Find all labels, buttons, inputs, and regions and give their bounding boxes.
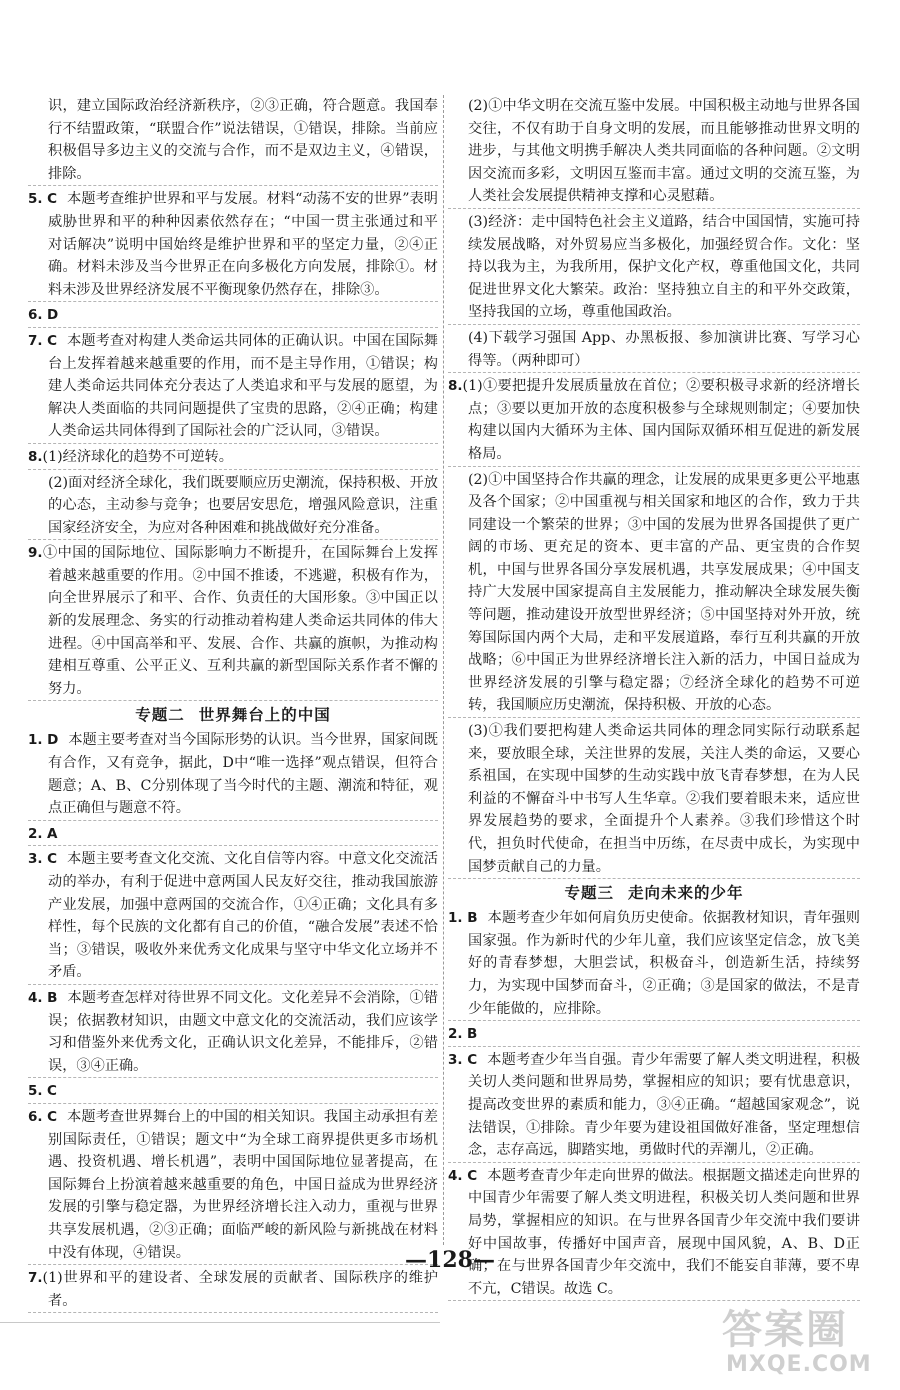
answer-text: 本题主要考查对当今国际形势的认识。当今世界，国家间既有合作，又有竞争，据此，D中“唯一选择”观点错误，但符合题意；A、B、C分别体现了当今时代的主题、潮流和特征，观点正确但与题意不符。 [48,732,438,817]
question-number: 5. [28,1083,43,1100]
answer-text: (1)①要把提升发展质量放在首位；②要积极寻求新的经济增长点；③要以更加开放的态度积极参与全球规则制定；④要加快构建以国内大循环为主体、国内国际双循环相互促进的新发展格局。 [462,378,860,462]
page-number: —128— [405,1247,495,1273]
question-answer [28,330,438,444]
question-answer [28,188,438,302]
answer-text: 本题考查少年如何肩负历史使命。依据教材知识，青年强则国家强。作为新时代的少年儿童，我们应该坚定信念，放飞美好的青春梦想，大胆尝试，积极奋斗，创造新生活，持续努力，为实现中国梦而奋斗，②正确；③是国家的做法，不是青少年能做的，应排除。 [468,910,860,1017]
question-number: 6. [28,1108,43,1125]
question-answer [28,848,438,985]
answer-text: 本题考查怎样对待世界不同文化。文化差异不会消除，①错误；依据教材知识，由题文中意文化的交流活动，我们应该学习和借鉴外来优秀文化，正确认识文化差异，不能排斥，②错误，③④正确。 [48,989,438,1074]
sub-answer: (2)①中国坚持合作共赢的理念，让发展的成果更多更公平地惠及各个国家；②中国重视与相关国家和地区的合作，致力于共同建设一个繁荣的世界；③中国的发展为世界各国提供了更广阔的市场、更充足的资本、更丰富的产品、更宝贵的合作契机，中国与世界各国分享发展机遇，共享发展成果；④中国支持广大发展中国家提高自主发展能力，推动解决全球发展失衡等问题，推动建设开放型世界经济；⑤中国坚持对外开放，统筹国际国内两个大局，走和平发展道路，奉行互利共赢的开放战略；⑥中国正为世界经济增长注入新的活力，中国日益成为世界经济发展的引擎与稳定器；⑦经济全球化的趋势不可逆转，我国顺应历史潮流，保持积极、开放的心态。 [448,469,860,719]
bottom-rule [0,1322,440,1323]
question-answer [28,1267,438,1313]
watermark-logo [718,1298,893,1378]
answer-letter: C [47,332,58,349]
sub-answer: (2)①中华文明在交流互鉴中发展。中国积极主动地与世界各国交往，不仅有助于自身文明的发展，而且能够推动世界文明的进步，与其他文明携手解决人类共同面临的各种问题。②文明因交流而多彩，文明因互鉴而丰富。通过文明的交流互鉴，为人类社会发展提供精神支撑和心灵慰藉。 [448,95,860,209]
question-number: 1. [28,732,43,749]
section-title: 世界舞台上的中国 [198,705,331,725]
question-number: 2. [448,1026,463,1043]
answer-letter: B [467,1026,478,1043]
answer-letter: D [47,732,59,749]
section-title: 走向未来的少年 [628,883,744,903]
answer-text: 本题考查维护世界和平与发展。材料“动荡不安的世界”表明威胁世界和平的种种因素依然存在；“中国一贯主张通过和平对话解决”说明中国始终是维护世界和平的坚定力量，②④正确。材料未涉及当今世界正在向多极化方向发展，排除①。材料未涉及世界经济发展不平衡现象仍然存在，排除③。 [48,191,438,298]
answer-letter: C [47,1108,58,1125]
question-number: 2. [28,825,43,842]
answer-text: 本题考查对构建人类命运共同体的正确认识。中国在国际舞台上发挥着越来越重要的作用，而不是主导作用，①错误；构建人类命运共同体充分表达了人类追求和平与发展的愿望，为解决人类面临的共同问题提供了宝贵的思路，②④正确；构建人类命运共同体得到了国际社会的广泛认同，③错误。 [48,332,438,440]
question-answer [28,1080,438,1104]
question-answer [28,823,438,847]
answer-letter: C [467,1167,478,1184]
question-answer [448,1049,860,1163]
sub-answer: (3)经济：走中国特色社会主义道路，结合中国国情，实施可持续发展战略，对外贸易应当多极化，加强经贸合作。文化：坚持以我为主，为我所用，保护文化产权，尊重他国文化，共同促进世界文化大繁荣。政治：坚持独立自主的和平外交政策，坚持我国的立场，尊重他国政治。 [448,211,860,325]
answer-text: 本题考查少年当自强。青少年需要了解人类文明进程，积极关切人类问题和世界局势，掌握相应的知识；要有忧患意识，提高改变世界的素质和能力，③④正确。“超越国家观念”，说法错误，①排除。青少年要为建设祖国做好准备，坚定理想信念，志存高远，脚踏实地，勇做时代的弄潮儿，②正确。 [468,1051,860,1159]
answer-text: 本题考查世界舞台上的中国的相关知识。我国主动承担有差别国际责任，①错误；题文中“为全球工商界提供更多市场机遇、投资机遇、增长机遇”，表明中国国际地位显著提高，在国际舞台上扮演着越来越重要的角色，中国日益成为世界经济发展的引擎与稳定器，为世界经济增长注入动力，重视与世界共享发展机遇，②③正确；面临严峻的新风险与新挑战在材料中没有体现，④错误。 [48,1108,438,1261]
answer-text: ①中国的国际地位、国际影响力不断提升，在国际舞台上发挥着越来越重要的作用。②中国不推诿，不逃避，积极有作为，向全世界展示了和平、合作、负责任的大国形象。③中国正以新的发展理念、务实的行动推动着构建人类命运共同体的伟大进程。④中国高举和平、发展、合作、共赢的旗帜，为推动构建相互尊重、公平正义、互利共赢的新型国际关系作者不懈的努力。 [42,545,438,697]
question-number: 4. [28,989,43,1006]
watermark-main: 答案圈 [722,1307,848,1353]
section-heading [28,703,438,727]
left-column [28,95,438,1315]
question-answer [28,542,438,701]
question-number: 1. [448,910,463,927]
question-answer [28,304,438,328]
sub-answer: (4)下载学习强国 App、办黑板报、参加演讲比赛、写学习心得等。（两种即可） [448,327,860,373]
question-number: 3. [28,851,43,868]
question-answer [448,375,860,466]
question-number: 5. [28,191,43,208]
section-number: 专题三 [564,883,614,903]
question-answer [28,1106,438,1265]
answer-text: 本题考查青少年走向世界的做法。根据题文描述走向世界的中国青少年需要了解人类文明进程，积极关切人类问题和世界局势，掌握相应的知识。在与世界各国青少年交流中我们要讲好中国故事，传播好中国声音，展现中国风貌，A、B、D正确；在与世界各国青少年交流中，我们不能妄自菲薄，要不卑不亢，C错误。故选 C。 [468,1167,860,1297]
section-number: 专题二 [135,705,185,725]
question-number: 8. [448,378,463,395]
sub-answer: (3)①我们要把构建人类命运共同体的理念同实际行动联系起来，要放眼全球，关注世界的发展，关注人类的命运，又要心系祖国，在实现中国梦的生动实践中放飞青春梦想，在为人民利益的不懈奋斗中书写人生华章。②我们要着眼未来，适应世界发展趋势的要求，全面提升个人素养。③我们珍惜这个时代，担负时代使命，在担当中历练，在尽责中成长，为实现中国梦贡献自己的力量。 [448,720,860,879]
answer-letter: C [47,1083,57,1100]
question-answer [28,987,438,1078]
section-heading [448,881,860,905]
question-answer [28,729,438,820]
question-number: 7. [28,332,43,349]
answer-letter: B [467,910,478,927]
answer-letter: B [47,989,58,1006]
question-answer [448,907,860,1021]
question-number: 4. [448,1167,463,1184]
question-number: 3. [448,1051,463,1068]
question-answer [28,446,438,470]
question-number: 7. [28,1270,43,1287]
question-answer [448,1023,860,1047]
answer-letter: C [467,1051,478,1068]
question-number: 8. [28,448,43,465]
continued-text: 识，建立国际政治经济新秩序，②③正确，符合题意。我国奉行不结盟政策，“联盟合作”说法错误，①错误，排除。当前应积极倡导多边主义的交流与合作，而不是双边主义，④错误，排除。 [28,95,438,186]
right-column [448,95,860,1303]
answer-letter: C [47,851,58,868]
answer-text: (1)世界和平的建设者、全球发展的贡献者、国际秩序的维护者。 [42,1270,438,1309]
question-answer [448,1165,860,1302]
question-number: 6. [28,307,43,324]
answer-letter: A [47,825,58,842]
answer-text: 本题主要考查文化交流、文化自信等内容。中意文化交流活动的举办，有利于促进中意两国人民友好交往，推动我国旅游产业发展，加强中意两国的交流合作，①④正确；文化具有多样性，每个民族的文化都有自己的价值，“融合发展”表述不恰当；③错误，吸收外来优秀文化成果与坚守中华文化立场并不矛盾。 [48,851,438,981]
answer-letter: D [47,307,59,324]
answer-letter: C [47,191,58,208]
answer-text: (1)经济球化的趋势不可逆转。 [42,448,233,465]
question-number: 9. [28,545,43,562]
sub-answer: (2)面对经济全球化，我们既要顺应历史潮流，保持积极、开放的心态，主动参与竞争；也要居安思危，增强风险意识，注重国家经济安全，为应对各种困难和挑战做好充分准备。 [28,472,438,541]
watermark-url: MXQE.COM [726,1352,872,1377]
